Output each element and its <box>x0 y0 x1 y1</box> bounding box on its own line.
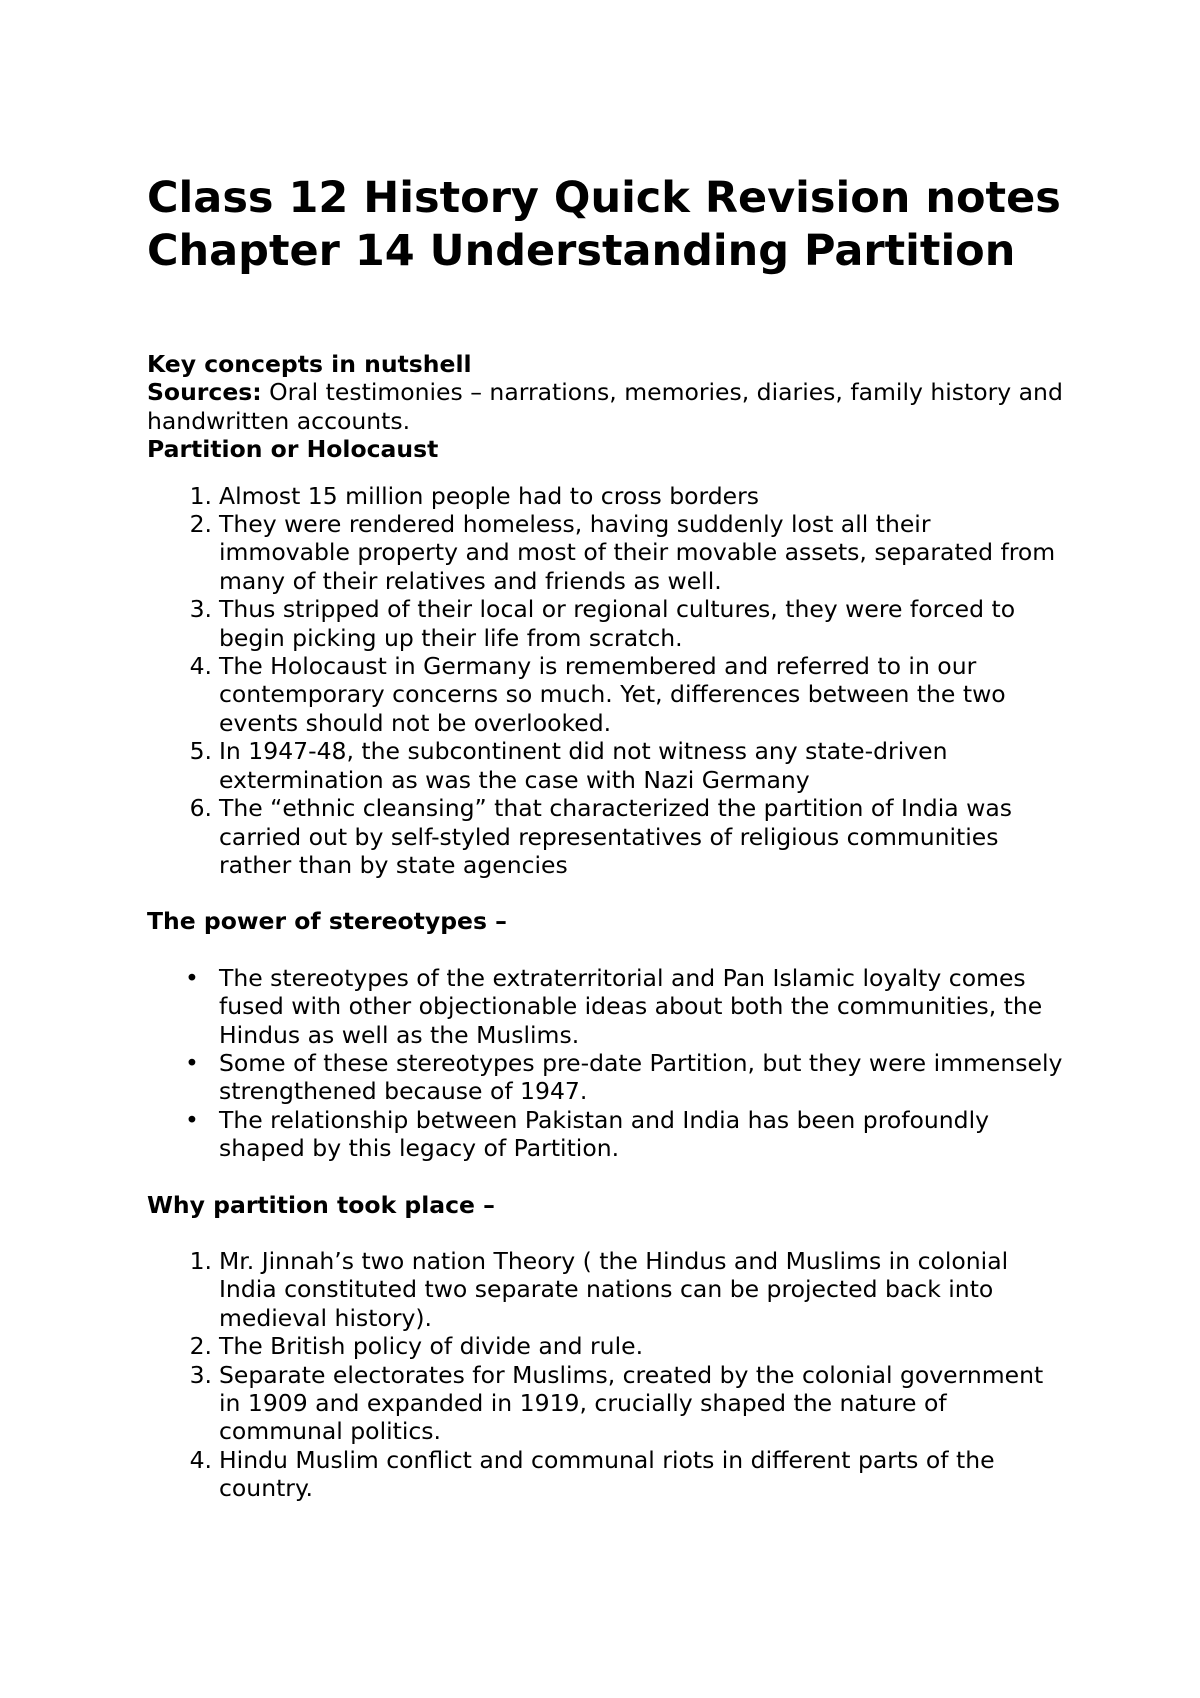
sources-label: Sources: <box>147 378 262 407</box>
list-item-text: The relationship between Pakistan and India has been profoundly shaped by this legacy of Partition. <box>219 1105 990 1163</box>
list-number: 3. <box>189 1360 212 1389</box>
list-item <box>147 595 1067 652</box>
list-item <box>147 1361 1067 1446</box>
list-number: 3. <box>189 595 212 624</box>
list-item-text: Mr. Jinnah’s two nation Theory ( the Hindus and Muslims in colonial India constituted two separate nations can be projected back into medieval history). <box>219 1246 1009 1332</box>
sources-paragraph <box>147 378 1067 435</box>
document-title: Class 12 History Quick Revision notes Chapter 14 Understanding Partition <box>147 173 1061 276</box>
list-item-text: They were rendered homeless, having suddenly lost all their immovable property and most of their movable assets, separated from many of their relatives and friends as well. <box>219 510 1056 595</box>
list-item <box>147 1049 1067 1106</box>
list-item-text: In 1947-48, the subcontinent did not witness any state-driven extermination as was the case with Nazi Germany <box>219 737 948 794</box>
list-item <box>147 1247 1067 1332</box>
list-item <box>147 482 1067 510</box>
list-number: 2. <box>189 1332 212 1361</box>
list-number: 1. <box>189 1246 212 1275</box>
list-number: 4. <box>189 652 212 681</box>
bullet-icon: • <box>185 1105 199 1134</box>
list-item-text: Almost 15 million people had to cross borders <box>219 481 760 510</box>
list-item <box>147 794 1067 879</box>
why-partition-heading: Why partition took place – <box>147 1190 495 1219</box>
list-item <box>147 737 1067 794</box>
list-item <box>147 1106 1067 1163</box>
list-item-text: Hindu Muslim conflict and communal riots in different parts of the country. <box>219 1445 995 1503</box>
list-number: 1. <box>189 481 212 510</box>
list-item <box>147 1332 1067 1360</box>
stereotypes-heading: The power of stereotypes – <box>147 907 507 936</box>
list-item <box>147 652 1067 737</box>
list-item-text: Some of these stereotypes pre-date Partition, but they were immensely strengthened because of 1947. <box>219 1048 1063 1106</box>
list-number: 4. <box>189 1445 212 1474</box>
list-item <box>147 1446 1067 1503</box>
partition-or-holocaust-list <box>147 482 1067 880</box>
partition-or-holocaust-heading: Partition or Holocaust <box>147 435 439 464</box>
sources-text: Oral testimonies – narrations, memories, diaries, family history and handwritten accounts. <box>147 378 1063 435</box>
list-item-text: The stereotypes of the extraterritorial and Pan Islamic loyalty comes fused with other objectionable ideas about both the communities, the Hindus as well as the Muslims. <box>219 963 1043 1049</box>
bullet-icon: • <box>185 1048 199 1077</box>
list-item-text: The “ethnic cleansing” that characterized the partition of India was carried out by self-styled representatives of religious communities rather than by state agencies <box>219 794 1012 879</box>
list-item-text: Thus stripped of their local or regional cultures, they were forced to begin picking up their life from scratch. <box>219 595 1016 652</box>
list-item-text: The British policy of divide and rule. <box>219 1332 644 1361</box>
bullet-icon: • <box>185 963 199 992</box>
list-number: 2. <box>189 510 212 539</box>
list-number: 6. <box>189 794 212 823</box>
list-item-text: The Holocaust in Germany is remembered and referred to in our contemporary concerns so much. Yet, differences between the two events should not be overlooked. <box>219 652 1006 737</box>
list-item <box>147 964 1067 1049</box>
list-item <box>147 510 1067 595</box>
why-partition-list <box>147 1247 1067 1503</box>
list-number: 5. <box>189 737 212 766</box>
stereotypes-list <box>147 964 1067 1163</box>
key-concepts-heading: Key concepts in nutshell <box>147 350 472 378</box>
document-body <box>147 350 1067 1503</box>
list-item-text: Separate electorates for Muslims, created by the colonial government in 1909 and expanded in 1919, crucially shaped the nature of communal politics. <box>219 1360 1044 1446</box>
